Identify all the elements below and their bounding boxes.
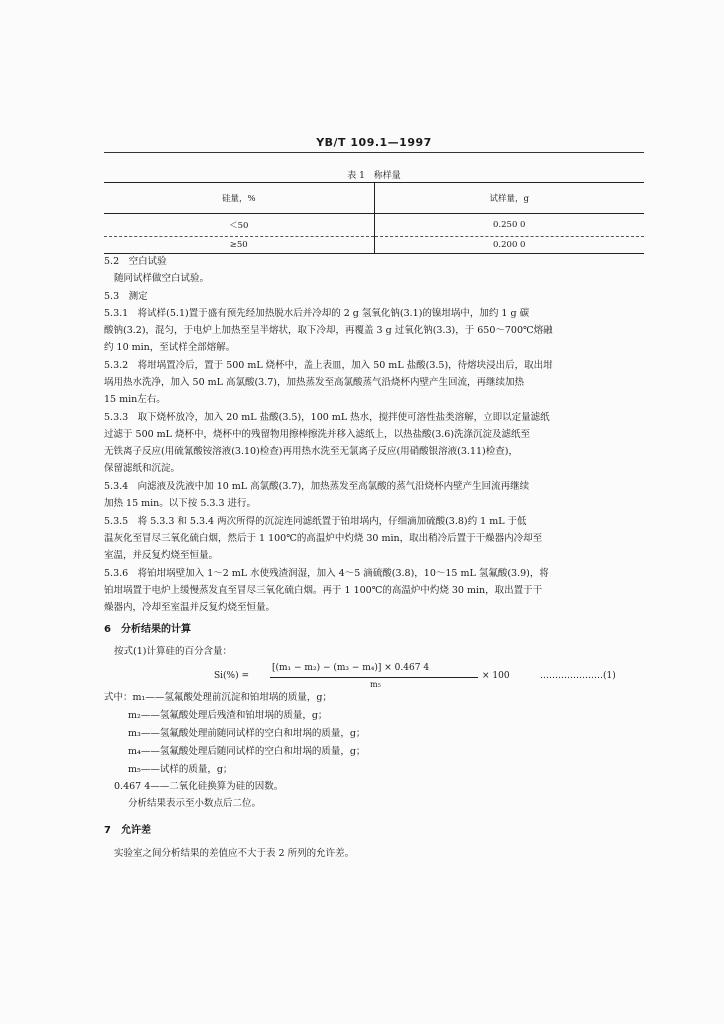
col-silicon-header: 硅量，% bbox=[104, 183, 374, 214]
para-5-3-6-line: 铂坩埚置于电炉上缓慢蒸发直至冒尽三氧化硫白烟。再于 1 100℃的高温炉中灼烧 30 min，取出置于干 bbox=[104, 585, 543, 596]
table-cell-range: ＜50 bbox=[104, 214, 374, 237]
table-cell-mass: 0.200 0 bbox=[374, 237, 644, 254]
section-6-intro: 按式(1)计算硅的百分含量： bbox=[114, 646, 232, 657]
para-5-3-5-line: 室温，并反复灼烧至恒量。 bbox=[104, 550, 219, 561]
equation-number: …………………(1) bbox=[540, 671, 616, 681]
para-5-3-5-line: 温灰化至冒尽三氧化硫白烟，然后于 1 100℃的高温炉中灼烧 30 min，取出稍冷后置于干燥器内冷却至 bbox=[104, 533, 543, 544]
para-5-3-2-line: 15 min左右。 bbox=[104, 394, 166, 405]
para-5-3-3-line: 5.3.3 取下烧杯放冷，加入 20 mL 盐酸(3.5)，100 mL 热水，搅拌使可溶性盐类溶解，立即以定量滤纸 bbox=[104, 412, 550, 423]
formula-numerator: [(m₁ − m₂) − (m₃ − m₄)] × 0.467 4 bbox=[272, 663, 430, 673]
para-5-3-5-line: 5.3.5 将 5.3.3 和 5.3.4 两次所得的沉淀连同滤纸置于铂坩埚内，仔细滴加硫酸(3.8)约 1 mL 于低 bbox=[104, 516, 527, 527]
table-cell-mass: 0.250 0 bbox=[374, 214, 644, 237]
section-6-title: 6 分析结果的计算 bbox=[104, 624, 191, 635]
silicon-formula bbox=[214, 663, 654, 693]
table-row bbox=[104, 237, 644, 254]
col-mass-header: 试样量，g bbox=[374, 183, 644, 214]
para-5-3-4-line: 加热 15 min。以下按 5.3.3 进行。 bbox=[104, 498, 257, 509]
para-5-3-1-line: 约 10 min，至试样全部熔解。 bbox=[104, 342, 236, 353]
variable-definition: 0.467 4——二氧化硅换算为硅的因数。 bbox=[114, 781, 284, 792]
sample-mass-table bbox=[104, 182, 644, 254]
variable-definition: m₅——试样的质量，g； bbox=[128, 764, 233, 775]
para-5-3-4-line: 5.3.4 向滤液及洗液中加 10 mL 高氯酸(3.7)，加热蒸发至高氯酸的蒸气沿烧杯内壁产生回流再继续 bbox=[104, 481, 530, 492]
para-5-3-6-line: 燥器内，冷却至室温并反复灼烧至恒量。 bbox=[104, 602, 276, 613]
variable-definition: m₃——氢氟酸处理前随同试样的空白和坩埚的质量，g； bbox=[128, 728, 366, 739]
section-5-2-title: 5.2 空白试验 bbox=[104, 256, 167, 267]
variable-definition: m₂——氢氟酸处理后残渣和铂坩埚的质量，g； bbox=[128, 710, 328, 721]
formula-denominator: m₅ bbox=[370, 680, 381, 689]
table-cell-range: ≥50 bbox=[104, 237, 374, 254]
para-5-3-1-line: 5.3.1 将试样(5.1)置于盛有预先经加热脱水后并冷却的 2 g 氢氧化钠(3.1)的镍坩埚中，加约 1 g 碳 bbox=[104, 308, 530, 319]
section-5-2-body: 随同试样做空白试验。 bbox=[114, 273, 210, 284]
para-5-3-2-line: 埚用热水洗净，加入 50 mL 高氯酸(3.7)，加热蒸发至高氯酸蒸气沿烧杯内壁产生回流，再继续加热 bbox=[104, 377, 524, 388]
result-precision-note: 分析结果表示至小数点后二位。 bbox=[128, 798, 262, 809]
table-header-row bbox=[104, 183, 644, 214]
para-5-3-3-line: 保留滤纸和沉淀。 bbox=[104, 463, 181, 474]
para-5-3-6-line: 5.3.6 将铂坩埚壁加入 1～2 mL 水使残渣润湿，加入 4～5 滴硫酸(3.8)，10～15 mL 氢氟酸(3.9)，将 bbox=[104, 568, 549, 579]
section-5-3-title: 5.3 测定 bbox=[104, 291, 148, 302]
table-row bbox=[104, 214, 644, 237]
section-7-title: 7 允许差 bbox=[104, 825, 151, 836]
table-1-title: 表 1 称样量 bbox=[347, 171, 401, 181]
section-7-body: 实验室之间分析结果的差值应不大于表 2 所列的允许差。 bbox=[114, 848, 355, 859]
para-5-3-3-line: 过滤于 500 mL 烧杯中，烧杯中的残留物用擦棒擦洗并移入滤纸上，以热盐酸(3.6)洗涤沉淀及滤纸至 bbox=[104, 429, 531, 440]
header-rule bbox=[104, 152, 644, 153]
para-5-3-2-line: 5.3.2 将坩埚置冷后，置于 500 mL 烧杯中，盖上表皿，加入 50 mL 盐酸(3.5)，待熔块浸出后，取出坩 bbox=[104, 360, 553, 371]
formula-rhs: × 100 bbox=[482, 671, 510, 681]
para-5-3-1-line: 酸钠(3.2)，混匀，于电炉上加热至呈半熔状，取下冷却，再覆盖 3 g 过氧化钠(3.3)，于 650～700℃熔融 bbox=[104, 325, 553, 336]
fraction-bar bbox=[270, 677, 478, 678]
variable-definition: 式中：m₁——氢氟酸处理前沉淀和铂坩埚的质量，g； bbox=[104, 692, 332, 703]
para-5-3-3-line: 无铁离子反应(用硫氰酸铵溶液(3.10)检查)再用热水洗至无氯离子反应(用硝酸银溶液(3.11)检查)， bbox=[104, 446, 518, 457]
standard-header: YB/T 109.1—1997 bbox=[316, 136, 432, 149]
variable-definition: m₄——氢氟酸处理后随同试样的空白和坩埚的质量，g； bbox=[128, 746, 366, 757]
formula-lhs: Si(%) = bbox=[214, 671, 250, 681]
